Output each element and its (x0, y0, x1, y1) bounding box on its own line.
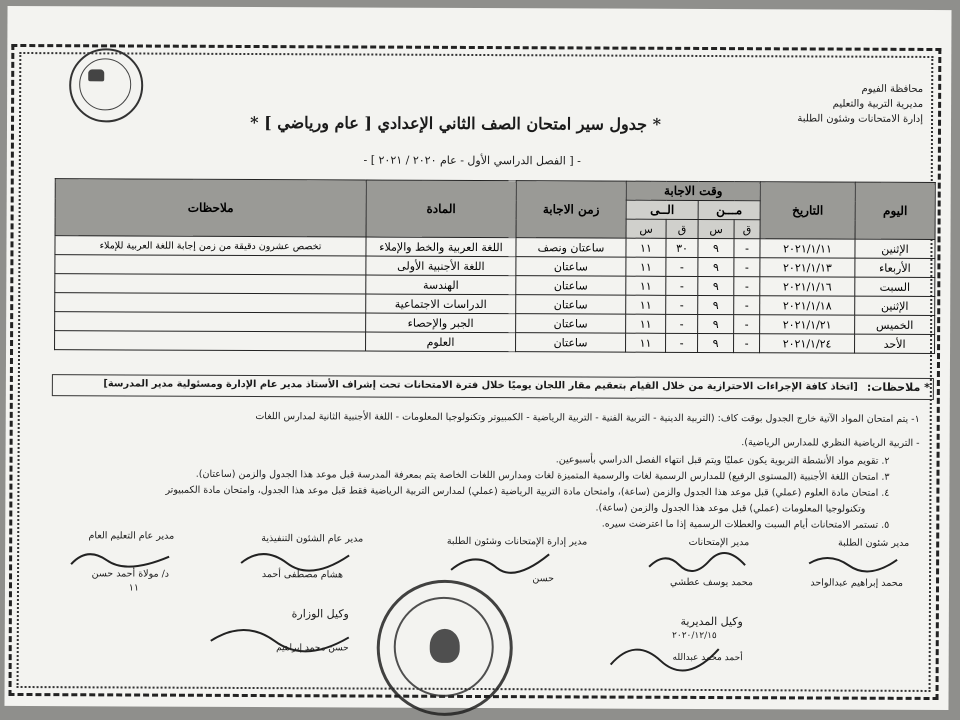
cell-date: ٢٠٢١/١/١٣ (760, 258, 855, 277)
seal-inner-ring (79, 58, 131, 110)
note-line-5: ٥. تستمر الامتحانات أيام السبت والعطلات الرسمية إذا ما اعترضت سيره. (601, 518, 890, 531)
document-title: * جدول سير امتحان الصف الثاني الإعدادي [ عام ورياضي ] * (250, 113, 662, 134)
sig-general-ed-extra: ١١ (128, 582, 140, 594)
sig-students-affairs-name: محمد إبراهيم عبدالواحد (810, 577, 904, 589)
header-from-hour: س (698, 219, 734, 238)
cell-from-hour: ٩ (698, 295, 734, 314)
cell-to-hour: ١١ (626, 295, 666, 314)
cell-duration: ساعتان ونصف (516, 238, 626, 257)
cell-from-hour: ٩ (698, 276, 734, 295)
header-from: مـــن (698, 200, 760, 219)
cell-duration: ساعتان (516, 276, 626, 295)
sig-exams-name: محمد يوسف عطشي (670, 576, 754, 589)
exam-schedule-table (54, 178, 936, 354)
cell-notes (55, 293, 366, 313)
note-line-4b: وتكنولوجيا المعلومات (عملي) قبل موعد هذا الجدول والزمن (ساعة). (595, 502, 866, 515)
cell-to-min: - (666, 295, 698, 314)
signature-scribble-icon (205, 619, 355, 654)
sig-exams-dept-title: مدير إدارة الإمتحانات وشئون الطلبة (446, 535, 588, 548)
sig-deputy-directorate-title: وكيل المديرية (680, 614, 743, 629)
note-line-3: ٣. امتحان اللغة الأجنبية (المستوى الرفيع) للمدارس الرسمية لغات والرسمية المتميزة لغات ومدارس اللغات الخاصة يتم بمعرفة المدرسة قبل موعد هذا الجدول والزمن (ساعتان). (195, 468, 890, 483)
department-label: إدارة الامتحانات وشئون الطلبة (797, 113, 924, 125)
header-notes: ملاحظات (55, 179, 366, 237)
document-subtitle: - [ الفصل الدراسي الأول - عام ٢٠٢٠ / ٢٠٢١ ] - (363, 153, 581, 168)
governorate-label: محافظة الفيوم (861, 83, 924, 95)
table-row (55, 331, 935, 354)
directorate-seal (69, 48, 143, 122)
cell-to-hour: ١١ (626, 333, 666, 352)
sig-students-affairs-title: مدير شئون الطلبة (838, 537, 910, 549)
cell-subject: العلوم (366, 332, 516, 352)
cell-to-hour: ١١ (626, 238, 666, 257)
cell-from-min: - (734, 334, 760, 353)
cell-day: الأحد (855, 334, 935, 353)
header-duration: زمن الاجابة (516, 181, 626, 238)
notes-bold-line: [اتخاذ كافة الإجراءات الاحترازية من خلال القيام بتعقيم مقار اللجان يوميًا خلال فترة الامتحانات تحت إشراف الأستاذ مدير عام الإدارة ومسئولية مدير المدرسة] (103, 378, 858, 393)
note-line-2: ٢. تقويم مواد الأنشطة التربوية يكون عمليًا ويتم قبل انتهاء الفصل الدراسي بأسبوعين. (555, 454, 890, 467)
cell-duration: ساعتان (516, 295, 626, 314)
cell-notes (55, 312, 366, 332)
header-block (797, 81, 923, 127)
header-subject: المادة (366, 180, 516, 238)
cell-date: ٢٠٢١/١/١٦ (760, 277, 855, 296)
cell-from-min: - (734, 296, 760, 315)
header-date: التاريخ (760, 182, 855, 239)
cell-notes: تخصص عشرون دقيقة من زمن إجابة اللغة العربية للإملاء (55, 236, 366, 256)
directorate-label: مديرية التربية والتعليم (832, 98, 924, 110)
cell-day: الإثنين (855, 296, 935, 315)
stamp-inner-ring (394, 597, 494, 697)
cell-notes (55, 255, 366, 275)
cell-date: ٢٠٢١/١/٢٤ (760, 334, 855, 353)
sig-general-ed-name: د/ مولاة أحمد حسن (91, 568, 170, 580)
cell-subject: اللغة الأجنبية الأولى (366, 256, 516, 276)
cell-from-hour: ٩ (698, 333, 734, 352)
cell-to-min: - (666, 333, 698, 352)
cell-date: ٢٠٢١/١/١١ (760, 239, 855, 258)
note-line-4a: ٤. امتحان مادة العلوم (عملي) قبل موعد هذا الجدول والزمن (ساعة)، وامتحان مادة التربية الرياضية (عملي) لمدارس التربية الرياضية فقط قبل موعد هذا الجدول، وامتحان مادة الكمبيوتر (165, 484, 890, 499)
cell-duration: ساعتان (516, 333, 626, 352)
header-day: اليوم (855, 182, 935, 239)
sig-date-note: ٢٠٢٠/١٢/١٥ (672, 630, 717, 642)
signature-scribble-icon (445, 546, 555, 580)
cell-subject: الدراسات الاجتماعية (366, 294, 516, 314)
sig-deputy-directorate-name: أحمد محمد عبدالله (672, 652, 743, 664)
sig-deputy-ministry-title: وكيل الوزارة (291, 607, 349, 621)
cell-to-min: ٣٠ (666, 238, 698, 257)
cell-to-hour: ١١ (626, 314, 666, 333)
cell-to-hour: ١١ (626, 276, 666, 295)
seal-emblem-icon (88, 69, 104, 81)
cell-to-hour: ١١ (626, 257, 666, 276)
sig-general-ed-title: مدير عام التعليم العام (88, 530, 175, 542)
cell-date: ٢٠٢١/١/١٨ (760, 296, 855, 315)
notes-heading: * ملاحظات: (866, 380, 930, 394)
sig-deputy-ministry-name: حسن محمد إبراهيم (276, 643, 349, 654)
cell-to-min: - (666, 314, 698, 333)
cell-date: ٢٠٢١/١/٢١ (760, 315, 855, 334)
eagle-emblem-icon (430, 629, 460, 663)
note-line-1a: ١- يتم امتحان المواد الآتية خارج الجدول بوقت كاف: (التربية الدينية - التربية الفنية - التربية الرياضية - الكمبيوتر وتكنولوجيا المعلومات - اللغة الأجنبية الثانية لمدارس اللغات (255, 411, 920, 425)
signature-scribble-icon (605, 635, 725, 676)
sig-executive-name: هشام مصطفى أحمد (261, 569, 344, 581)
cell-to-min: - (666, 276, 698, 295)
cell-subject: الجبر والإحصاء (366, 313, 516, 333)
cell-subject: الهندسة (366, 275, 516, 295)
cell-from-hour: ٩ (698, 314, 734, 333)
cell-from-min: - (734, 315, 760, 334)
note-line-1b: - التربية الرياضية النظري للمدارس الرياضية). (741, 437, 920, 449)
cell-day: الخميس (855, 315, 935, 334)
signature-scribble-icon (237, 543, 357, 574)
sig-exams-dept-name: حسن (532, 573, 555, 585)
header-answer-time: وقت الاجابة (626, 181, 760, 201)
cell-from-hour: ٩ (698, 257, 734, 276)
signature-scribble-icon (805, 549, 905, 573)
cell-to-min: - (666, 257, 698, 276)
cell-duration: ساعتان (516, 314, 626, 333)
cell-day: السبت (855, 277, 935, 296)
header-to: الــى (626, 200, 698, 219)
cell-day: الإثنين (855, 239, 935, 258)
cell-from-min: - (734, 258, 760, 277)
signature-scribble-icon (65, 542, 175, 572)
cell-duration: ساعتان (516, 257, 626, 276)
signature-scribble-icon (645, 549, 755, 575)
sig-exams-title: مدير الإمتحانات (688, 536, 750, 549)
header-to-hour: س (626, 219, 666, 238)
cell-notes (55, 274, 366, 294)
ministry-stamp (376, 580, 513, 717)
header-to-min: ق (666, 219, 698, 238)
cell-from-hour: ٩ (698, 238, 734, 257)
header-from-min: ق (734, 220, 760, 239)
document-sheet (4, 6, 951, 710)
cell-day: الأربعاء (855, 258, 935, 277)
cell-from-min: - (734, 239, 760, 258)
sig-executive-title: مدير عام الشئون التنفيذية (261, 533, 364, 545)
cell-from-min: - (734, 277, 760, 296)
cell-subject: اللغة العربية والخط والإملاء (366, 237, 516, 257)
cell-notes (55, 331, 366, 351)
